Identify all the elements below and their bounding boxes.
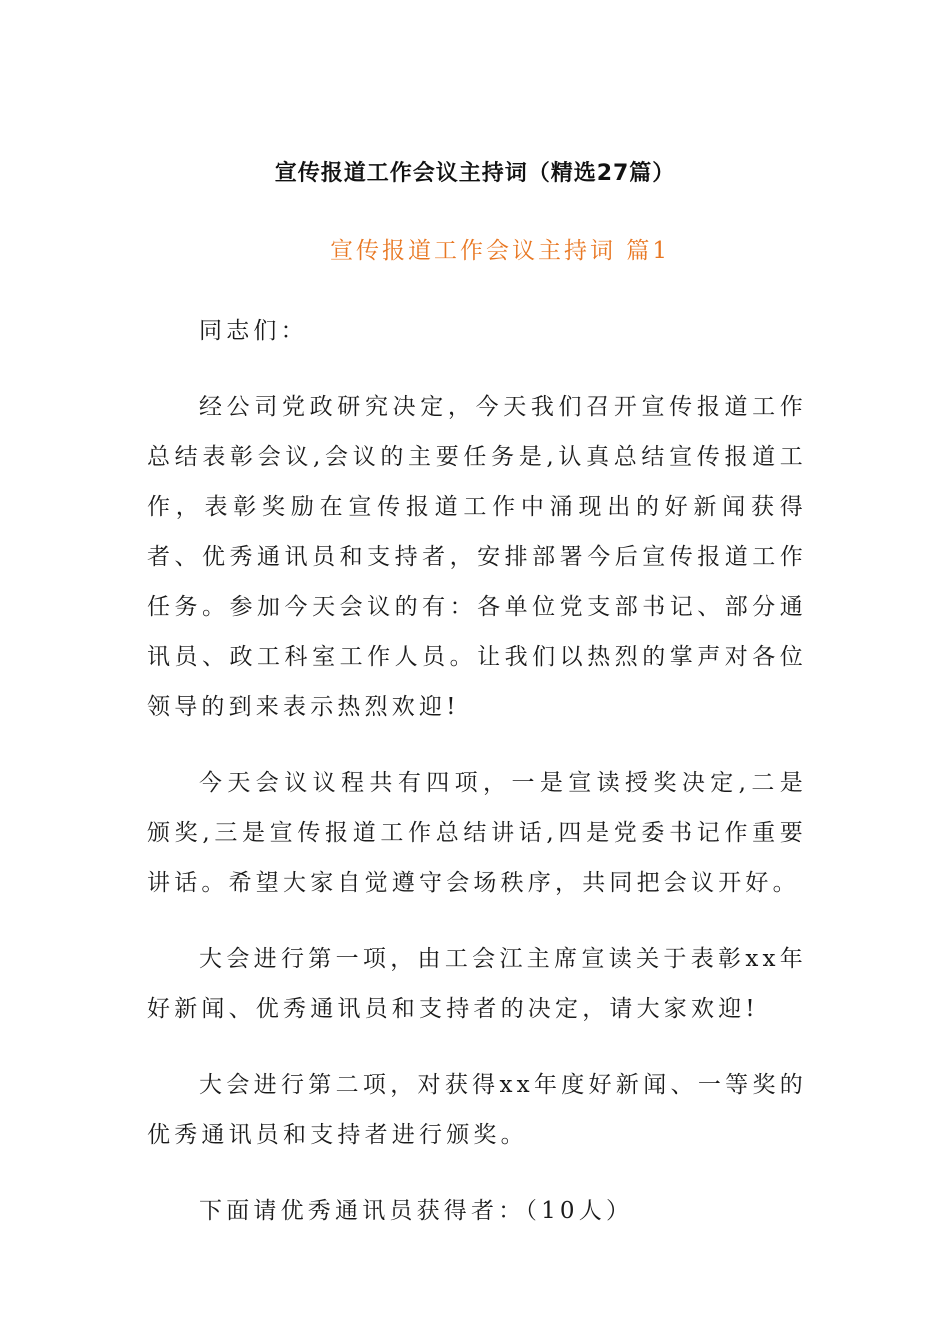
paragraph-item-one: 大会进行第一项，由工会江主席宣读关于表彰xx年好新闻、优秀通讯员和支持者的决定，请大家欢迎! bbox=[147, 946, 807, 1022]
paragraph-awardees: 下面请优秀通讯员获得者：（10人） bbox=[199, 1198, 634, 1224]
document-title: 宣传报道工作会议主持词（精选27篇） bbox=[274, 161, 676, 186]
paragraph-greeting: 同志们： bbox=[199, 318, 308, 344]
paragraph-intro: 经公司党政研究决定，今天我们召开宣传报道工作总结表彰会议,会议的主要任务是,认真总结宣传报道工作，表彰奖励在宣传报道工作中涌现出的好新闻获得者、优秀通讯员和支持者，安排部署今后宣传报道工作任务。参加今天会议的有：各单位党支部书记、部分通讯员、政工科室工作人员。让我们以热烈的掌声对各位领导的到来表示热烈欢迎! bbox=[147, 394, 807, 720]
section-heading: 宣传报道工作会议主持词 篇1 bbox=[330, 238, 670, 264]
paragraph-agenda: 今天会议议程共有四项，一是宣读授奖决定,二是颁奖,三是宣传报道工作总结讲话,四是党委书记作重要讲话。希望大家自觉遵守会场秩序，共同把会议开好。 bbox=[147, 770, 807, 896]
document-body bbox=[147, 306, 807, 1262]
paragraph-item-two: 大会进行第二项，对获得xx年度好新闻、一等奖的优秀通讯员和支持者进行颁奖。 bbox=[147, 1072, 807, 1148]
